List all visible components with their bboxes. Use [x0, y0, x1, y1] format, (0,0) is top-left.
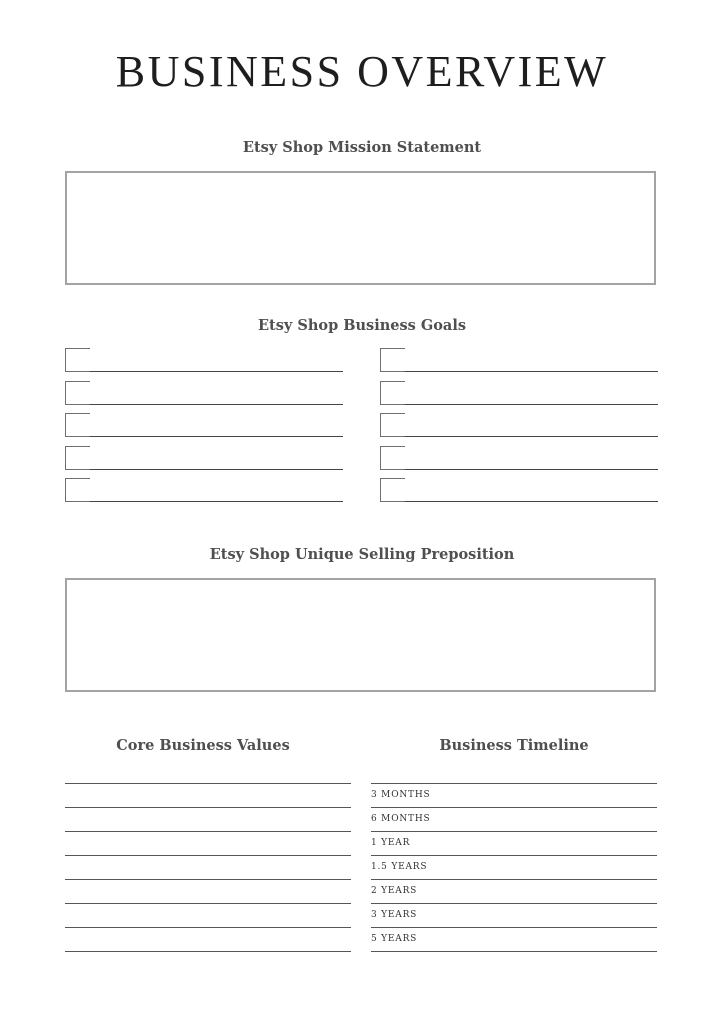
goal-checkbox[interactable]: [380, 381, 405, 405]
timeline-label: 2 YEARS: [371, 886, 418, 896]
timeline-label: 1 YEAR: [371, 838, 411, 848]
goal-item: [65, 348, 343, 381]
value-line[interactable]: [65, 927, 351, 951]
goal-line[interactable]: [405, 371, 658, 372]
goal-item: [65, 413, 343, 446]
goal-item: [65, 381, 343, 414]
goal-checkbox[interactable]: [65, 478, 90, 502]
goals-right-column: [380, 348, 658, 511]
timeline-row[interactable]: [371, 951, 657, 952]
timeline-row[interactable]: [371, 807, 657, 831]
timeline-row[interactable]: [371, 903, 657, 927]
goal-checkbox[interactable]: [380, 348, 405, 372]
business-goals-heading: Etsy Shop Business Goals: [258, 317, 466, 334]
goal-line[interactable]: [90, 436, 343, 437]
goal-checkbox[interactable]: [380, 478, 405, 502]
value-line[interactable]: [65, 783, 351, 807]
goal-line[interactable]: [90, 501, 343, 502]
goal-checkbox[interactable]: [65, 446, 90, 470]
timeline-label: 3 YEARS: [371, 910, 418, 920]
core-values-heading: Core Business Values: [116, 737, 290, 754]
timeline-label: 3 MONTHS: [371, 790, 431, 800]
timeline-row[interactable]: [371, 855, 657, 879]
usp-box[interactable]: [65, 578, 656, 692]
mission-statement-heading: Etsy Shop Mission Statement: [242, 139, 482, 156]
goals-left-column: [65, 348, 343, 511]
goal-item: [380, 381, 658, 414]
value-line[interactable]: [65, 807, 351, 831]
goal-checkbox[interactable]: [65, 348, 90, 372]
timeline-row[interactable]: [371, 831, 657, 855]
timeline-label: 1.5 YEARS: [371, 862, 428, 872]
goal-item: [380, 413, 658, 446]
usp-heading: Etsy Shop Unique Selling Preposition: [209, 546, 515, 563]
goal-checkbox[interactable]: [65, 413, 90, 437]
timeline-row[interactable]: [371, 783, 657, 807]
value-line[interactable]: [65, 903, 351, 927]
timeline-row[interactable]: [371, 879, 657, 903]
timeline-lines: [371, 783, 657, 952]
goal-line[interactable]: [90, 404, 343, 405]
goal-line[interactable]: [90, 469, 343, 470]
value-line[interactable]: [65, 879, 351, 903]
timeline-row[interactable]: [371, 927, 657, 951]
goal-item: [65, 478, 343, 511]
goal-checkbox[interactable]: [380, 446, 405, 470]
timeline-heading: Business Timeline: [439, 737, 589, 754]
core-values-lines: [65, 783, 351, 952]
goal-line[interactable]: [405, 501, 658, 502]
goal-line[interactable]: [90, 371, 343, 372]
timeline-label: 6 MONTHS: [371, 814, 431, 824]
goal-line[interactable]: [405, 469, 658, 470]
page-title: BUSINESS OVERVIEW: [115, 47, 609, 96]
value-line[interactable]: [65, 951, 351, 952]
goal-item: [380, 348, 658, 381]
goal-item: [380, 446, 658, 479]
goal-item: [380, 478, 658, 511]
goal-line[interactable]: [405, 436, 658, 437]
goal-checkbox[interactable]: [380, 413, 405, 437]
goal-line[interactable]: [405, 404, 658, 405]
value-line[interactable]: [65, 831, 351, 855]
timeline-label: 5 YEARS: [371, 934, 418, 944]
mission-statement-box[interactable]: [65, 171, 656, 285]
goal-item: [65, 446, 343, 479]
value-line[interactable]: [65, 855, 351, 879]
goal-checkbox[interactable]: [65, 381, 90, 405]
